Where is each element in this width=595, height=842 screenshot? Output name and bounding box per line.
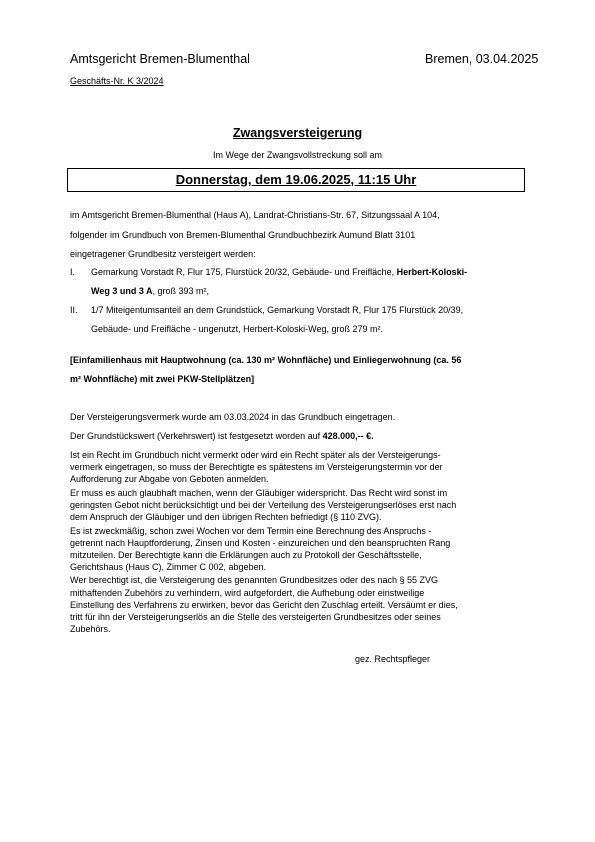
item-1-line-1 [91,266,467,278]
property-description: m² Wohnfläche) mit zwei PKW-Stellplätzen] [70,374,255,384]
notice-line: Es ist zweckmäßig, schon zwei Wochen vor dem Termin eine Berechnung des Anspruchs - [70,526,432,536]
notice-line: vermerk eingetragen, so muss der Berechtigte es spätestens im Versteigerungstermin vor der [70,462,443,472]
auction-date: Donnerstag, dem 19.06.2025, 11:15 Uhr [175,172,417,187]
location-line: folgender im Grundbuch von Bremen-Blumenthal Grundbuchbezirk Aumund Blatt 3101 [70,230,416,240]
place-date: Bremen, 03.04.2025 [425,52,539,66]
item-1-line-2 [91,285,209,297]
notice-line: Wer berechtigt ist, die Versteigerung des genannten Grundbesitzes oder des nach § 55 ZVG [70,575,439,585]
document-title: Zwangsversteigerung [232,126,363,140]
notice-line: Einstellung des Verfahrens zu erwirken, bevor das Gericht den Zuschlag erteilt. Versäumt er dies, [70,600,458,610]
notice-line: Ist ein Recht im Grundbuch nicht vermerkt oder wird ein Recht später als der Versteigerungs- [70,450,441,460]
notice-line: dem Anspruch der Gläubiger und den übrigen Rechten befriedigt (§ 110 ZVG). [70,512,382,522]
item-marker: I. [70,267,76,277]
court-name: Amtsgericht Bremen-Blumenthal [70,52,250,66]
notice-line: Aufforderung zur Abgabe von Geboten anmelden. [70,474,269,484]
notice-line: geringsten Gebot nicht berücksichtigt und bei der Verteilung des Versteigerungserlöses erst nach [70,500,457,510]
item-marker: II. [70,305,78,315]
signature: gez. Rechtspfleger [355,654,431,664]
notice-line: Er muss es auch glaubhaft machen, wenn der Gläubiger widerspricht. Das Recht wird sonst im [70,488,448,498]
item-2-line-2: Gebäude- und Freifläche - ungenutzt, Herbert-Koloski-Weg, groß 279 m². [91,324,383,334]
item-1-text: Gemarkung Vorstadt R, Flur 175, Flurstück 20/32, Gebäude- und Freifläche, [91,267,397,277]
notice-line: Gerichtshaus (Haus C), Zimmer C 002, abgeben. [70,562,267,572]
location-line: eingetragener Grundbesitz versteigert werden: [70,249,256,259]
vermerk-text: Der Versteigerungsvermerk wurde am 03.03.2024 in das Grundbuch eingetragen. [70,412,396,422]
notice-line: tritt für ihn der Versteigerungserlös an die Stelle des versteigerten Grundbesitzes oder seines [70,612,441,622]
item-1-address-cont: Weg 3 und 3 A [91,286,153,296]
subtitle: Im Wege der Zwangsvollstreckung soll am [213,150,382,160]
item-1-size: , groß 393 m², [152,286,210,296]
property-description: [Einfamilienhaus mit Hauptwohnung (ca. 130 m² Wohnfläche) und Einliegerwohnung (ca. 56 [70,355,462,365]
market-value-label: Der Grundstückswert (Verkehrswert) ist festgesetzt worden auf [70,431,323,441]
market-value [70,430,374,442]
auction-date-box [67,168,525,192]
item-1-address: Herbert-Koloski- [396,267,468,277]
notice-line: Zubehörs. [70,624,111,634]
notice-line: mitzuteilen. Der Berechtigte kann die Erklärungen auch zu Protokoll der Geschäftsstelle, [70,550,422,560]
case-number: Geschäfts-Nr. K 3/2024 [70,76,164,86]
item-2-line-1: 1/7 Miteigentumsanteil an dem Grundstück, Gemarkung Vorstadt R, Flur 175 Flurstück 20/39, [91,305,464,315]
location-line: im Amtsgericht Bremen-Blumenthal (Haus A), Landrat-Christians-Str. 67, Sitzungssaal A 104, [70,210,440,220]
market-value-amount: 428.000,-- €. [322,431,374,441]
notice-line: getrennt nach Hauptforderung, Zinsen und Kosten - einzureichen und den beanspruchten Rang [70,538,451,548]
notice-line: mithaftenden Zubehörs zu verhindern, wird aufgefordert, die Aufhebung oder einstweilige [70,588,425,598]
